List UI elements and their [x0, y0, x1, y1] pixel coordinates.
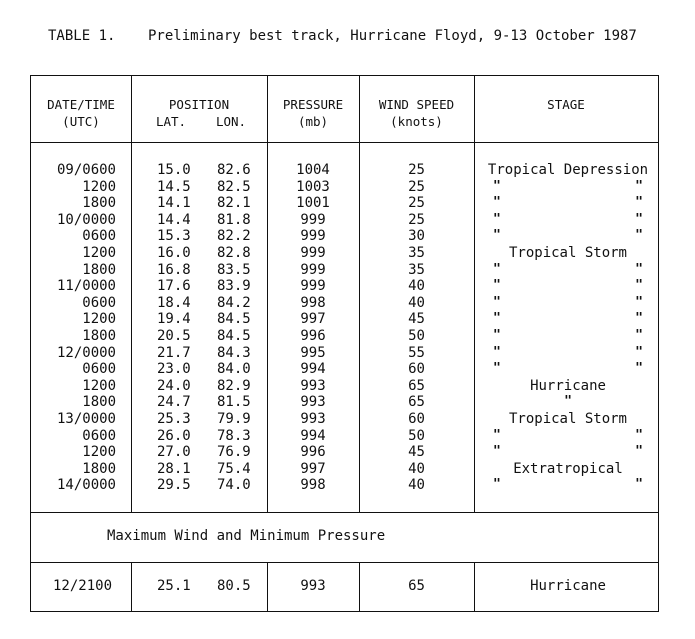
ditto-mark: " [635, 195, 643, 211]
cell-lat: 29.5 [157, 477, 191, 494]
cell-wind: 30 [408, 228, 425, 245]
summary-pressure: 993 [300, 578, 326, 594]
cell-time: 13/0000 [56, 410, 116, 427]
ditto-mark: " [493, 211, 501, 227]
cell-stage-ditto [476, 394, 660, 411]
cell-time: 1200 [82, 178, 116, 195]
cell-time: 10/0000 [56, 211, 116, 228]
cell-lon: 84.0 [217, 361, 251, 378]
ditto-mark: " [635, 327, 643, 343]
ditto-mark: " [635, 427, 643, 443]
cell-wind: 25 [408, 162, 425, 178]
header-position-label: POSITION [168, 97, 230, 112]
cell-lat: 16.0 [157, 244, 191, 261]
cell-lon: 76.9 [217, 444, 251, 461]
ditto-mark: " [635, 344, 643, 360]
cell-lon: 82.8 [217, 244, 251, 261]
cell-pressure: 995 [300, 344, 326, 361]
cell-pressure: 996 [300, 327, 326, 344]
cell-lat: 15.0 [157, 162, 191, 178]
cell-wind: 60 [408, 410, 425, 427]
cell-time: 1800 [82, 327, 116, 344]
cell-stage-ditto [476, 477, 660, 494]
cell-lat: 26.0 [157, 427, 191, 444]
cell-lat: 18.4 [157, 294, 191, 311]
divider-summary-wind [474, 563, 475, 611]
ditto-mark: " [635, 361, 643, 377]
cell-lat: 21.7 [157, 344, 191, 361]
cell-pressure: 998 [300, 477, 326, 494]
header-lat: LAT. [155, 114, 187, 129]
ditto-mark: " [493, 294, 501, 310]
summary-rule [31, 562, 658, 563]
cell-pressure: 993 [300, 377, 326, 394]
cell-pressure: 993 [300, 394, 326, 411]
ditto-mark: " [564, 394, 572, 410]
cell-stage-ditto [476, 295, 660, 312]
column-lat [157, 162, 197, 494]
cell-stage: Tropical Storm [508, 244, 627, 261]
cell-wind: 60 [408, 361, 425, 378]
cell-pressure: 1003 [296, 178, 330, 195]
cell-pressure: 993 [300, 410, 326, 427]
ditto-mark: " [493, 228, 501, 244]
cell-pressure: 1004 [296, 162, 330, 178]
cell-lat: 23.0 [157, 361, 191, 378]
cell-stage: Extratropical [513, 460, 623, 477]
ditto-mark: " [635, 444, 643, 460]
cell-wind: 65 [408, 377, 425, 394]
cell-stage: Hurricane [530, 377, 606, 394]
ditto-mark: " [635, 294, 643, 310]
cell-lon: 79.9 [217, 410, 251, 427]
ditto-mark: " [635, 228, 643, 244]
ditto-mark: " [493, 261, 501, 277]
cell-stage-ditto [476, 311, 660, 328]
cell-lat: 19.4 [157, 311, 191, 328]
header-rule [31, 142, 658, 143]
cell-time: 11/0000 [56, 278, 116, 295]
cell-lat: 14.1 [157, 195, 191, 212]
cell-stage-ditto [476, 212, 660, 229]
cell-pressure: 999 [300, 211, 326, 228]
cell-wind: 40 [408, 477, 425, 494]
summary-time: 12/2100 [53, 578, 113, 594]
header-wind-line2: (knots) [390, 114, 443, 129]
cell-stage-ditto [476, 328, 660, 345]
header-wind-line1: WIND SPEED [378, 97, 455, 112]
cell-lon: 82.5 [217, 178, 251, 195]
cell-lat: 20.5 [157, 327, 191, 344]
cell-pressure: 999 [300, 228, 326, 245]
ditto-mark: " [493, 278, 501, 294]
cell-lon: 83.9 [217, 278, 251, 295]
cell-wind: 40 [408, 278, 425, 295]
cell-lat: 16.8 [157, 261, 191, 278]
summary-lon: 80.5 [217, 578, 251, 594]
cell-pressure: 997 [300, 311, 326, 328]
cell-wind: 35 [408, 244, 425, 261]
cell-time: 14/0000 [56, 477, 116, 494]
cell-stage-ditto [476, 179, 660, 196]
ditto-mark: " [493, 344, 501, 360]
cell-time: 1200 [82, 311, 116, 328]
cell-wind: 45 [408, 311, 425, 328]
column-lon [217, 162, 257, 494]
cell-stage-ditto [476, 361, 660, 378]
cell-lon: 82.6 [217, 162, 251, 178]
cell-wind: 25 [408, 211, 425, 228]
column-wind-speed [359, 162, 474, 494]
body-rule [31, 512, 658, 513]
cell-wind: 40 [408, 294, 425, 311]
ditto-mark: " [635, 178, 643, 194]
cell-time: 1200 [82, 444, 116, 461]
header-pressure-line2: (mb) [297, 114, 329, 129]
ditto-mark: " [493, 311, 501, 327]
max-wind-min-pressure-label: Maximum Wind and Minimum Pressure [107, 528, 386, 544]
cell-pressure: 999 [300, 261, 326, 278]
cell-pressure: 996 [300, 444, 326, 461]
cell-lon: 82.2 [217, 228, 251, 245]
summary-lat: 25.1 [157, 578, 191, 594]
cell-lat: 15.3 [157, 228, 191, 245]
cell-stage-ditto [476, 262, 660, 279]
table-title: Preliminary best track, Hurricane Floyd, 9-13 October 1987 [148, 28, 637, 44]
cell-wind: 65 [408, 394, 425, 411]
cell-lon: 78.3 [217, 427, 251, 444]
ditto-mark: " [635, 261, 643, 277]
cell-time: 1800 [82, 261, 116, 278]
cell-lon: 84.2 [217, 294, 251, 311]
cell-wind: 50 [408, 327, 425, 344]
cell-lon: 84.3 [217, 344, 251, 361]
divider-summary-date [131, 563, 132, 611]
ditto-mark: " [635, 278, 643, 294]
cell-pressure: 998 [300, 294, 326, 311]
cell-pressure: 1001 [296, 195, 330, 212]
cell-wind: 45 [408, 444, 425, 461]
ditto-mark: " [635, 211, 643, 227]
cell-time: 0600 [82, 228, 116, 245]
header-pressure [267, 96, 359, 130]
cell-pressure: 997 [300, 460, 326, 477]
cell-lon: 74.0 [217, 477, 251, 494]
header-date-line2: (UTC) [62, 114, 100, 129]
cell-pressure: 999 [300, 278, 326, 295]
cell-time: 0600 [82, 361, 116, 378]
cell-pressure: 999 [300, 244, 326, 261]
cell-wind: 55 [408, 344, 425, 361]
ditto-mark: " [635, 477, 643, 493]
header-position [131, 96, 267, 113]
cell-stage: Tropical Storm [508, 410, 627, 427]
ditto-mark: " [635, 311, 643, 327]
best-track-table [30, 75, 659, 612]
cell-lon: 81.5 [217, 394, 251, 411]
cell-time: 0600 [82, 427, 116, 444]
cell-time: 1200 [82, 377, 116, 394]
cell-pressure: 994 [300, 361, 326, 378]
cell-lat: 24.0 [157, 377, 191, 394]
cell-stage-ditto [476, 345, 660, 362]
header-date-line1: DATE/TIME [47, 97, 115, 112]
cell-lat: 14.4 [157, 211, 191, 228]
cell-wind: 40 [408, 460, 425, 477]
cell-time: 1800 [82, 195, 116, 212]
cell-wind: 35 [408, 261, 425, 278]
cell-lon: 82.1 [217, 195, 251, 212]
cell-lat: 17.6 [157, 278, 191, 295]
cell-time: 1800 [82, 460, 116, 477]
cell-stage: Tropical Depression [487, 162, 649, 178]
header-stage: STAGE [547, 97, 585, 112]
cell-time: 09/0600 [56, 162, 116, 178]
cell-wind: 25 [408, 195, 425, 212]
cell-time: 0600 [82, 294, 116, 311]
cell-lon: 83.5 [217, 261, 251, 278]
header-wind-speed [359, 96, 474, 130]
cell-stage-ditto [476, 278, 660, 295]
cell-time: 1200 [82, 244, 116, 261]
header-date-time [31, 96, 131, 130]
cell-stage-ditto [476, 228, 660, 245]
header-lon: LON. [215, 114, 247, 129]
cell-lat: 27.0 [157, 444, 191, 461]
cell-time: 12/0000 [56, 344, 116, 361]
cell-lon: 81.8 [217, 211, 251, 228]
cell-stage-ditto [476, 444, 660, 461]
summary-wind: 65 [408, 578, 425, 594]
ditto-mark: " [493, 427, 501, 443]
column-pressure [267, 162, 359, 494]
ditto-mark: " [493, 477, 501, 493]
cell-wind: 50 [408, 427, 425, 444]
cell-stage-ditto [476, 195, 660, 212]
column-date-time [41, 162, 116, 494]
cell-lat: 28.1 [157, 460, 191, 477]
cell-lon: 75.4 [217, 460, 251, 477]
ditto-mark: " [493, 444, 501, 460]
cell-lat: 24.7 [157, 394, 191, 411]
cell-lat: 25.3 [157, 410, 191, 427]
cell-time: 1800 [82, 394, 116, 411]
summary-stage: Hurricane [530, 578, 606, 594]
ditto-mark: " [493, 327, 501, 343]
ditto-mark: " [493, 195, 501, 211]
table-caption [48, 28, 637, 44]
cell-lon: 84.5 [217, 327, 251, 344]
cell-lon: 82.9 [217, 377, 251, 394]
table-label: TABLE 1. [48, 28, 116, 44]
cell-stage-ditto [476, 428, 660, 445]
cell-wind: 25 [408, 178, 425, 195]
ditto-mark: " [493, 361, 501, 377]
header-pressure-line1: PRESSURE [282, 97, 344, 112]
cell-lon: 84.5 [217, 311, 251, 328]
cell-lat: 14.5 [157, 178, 191, 195]
cell-pressure: 994 [300, 427, 326, 444]
column-stage [476, 162, 660, 494]
ditto-mark: " [493, 178, 501, 194]
